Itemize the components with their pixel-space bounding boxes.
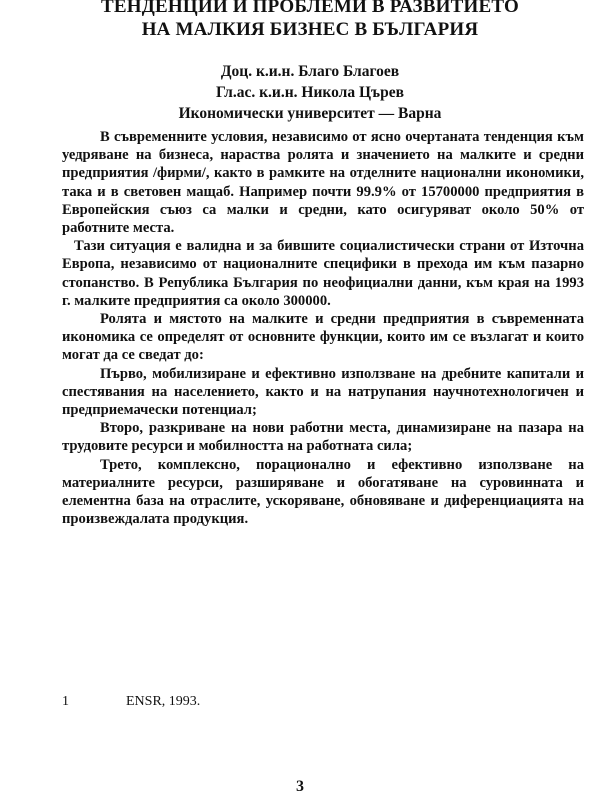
paragraph-4: Първо, мобилизиране и ефективно използване на дребните капитали и спестявания на населението, както и на натрупания научнотехнологичен и предприемачески потенциал; xyxy=(62,365,584,419)
affiliation: Икономически университет — Варна xyxy=(178,105,442,122)
paragraph-3: Ролята и мястото на малките и средни предприятия в съвременната икономика се определят от основните функции, които им се възлагат и които могат да се сведат до: xyxy=(62,311,584,364)
author-2: Гл.ас. к.и.н. Никола Църев xyxy=(216,84,404,101)
footnote xyxy=(62,694,462,710)
page-number: 3 xyxy=(296,778,304,795)
author-1: Доц. к.и.н. Благо Благоев xyxy=(220,63,400,80)
paragraph-1: В съвременните условия, независимо от ясно очертаната тенденция към уедряване на бизнеса, нараства ролята и значението на малките и средни предприятия /фирми/, както в рамките на отделните национални икономики, така и в световен мащаб. Например почти 99.9% от 15700000 предприятия в Европейския съюз са малки и средни, като осигуряват около 50% от работните места. xyxy=(62,129,584,237)
title-line-1: ТЕНДЕНЦИИ И ПРОБЛЕМИ В РАЗВИТИЕТО xyxy=(101,0,519,17)
body-text xyxy=(62,128,584,528)
footnote-text: ENSR, 1993. xyxy=(126,694,201,709)
title-line-2: НА МАЛКИЯ БИЗНЕС В БЪЛГАРИЯ xyxy=(141,19,479,40)
paragraph-2: Тази ситуация е валидна и за бившите социалистически страни от Източна Европа, независимо от националните специфики в прехода им към пазарно стопанство. В Република България по неофициални данни, към края на 1993 г. малките предприятия са около 300000. xyxy=(62,238,584,309)
paragraph-5: Второ, разкриване на нови работни места, динамизиране на пазара на трудовите ресурси и мобилността на работната сила; xyxy=(62,420,584,455)
paragraph-6: Трето, комплексно, порационално и ефективно използване на материалните ресурси, разширяване и обогатяване на суровинната и елементна база на отраслите, ускоряване, обновяване и диференциацията на произвеждалата продукция. xyxy=(62,456,584,528)
footnote-number: 1 xyxy=(62,694,69,709)
